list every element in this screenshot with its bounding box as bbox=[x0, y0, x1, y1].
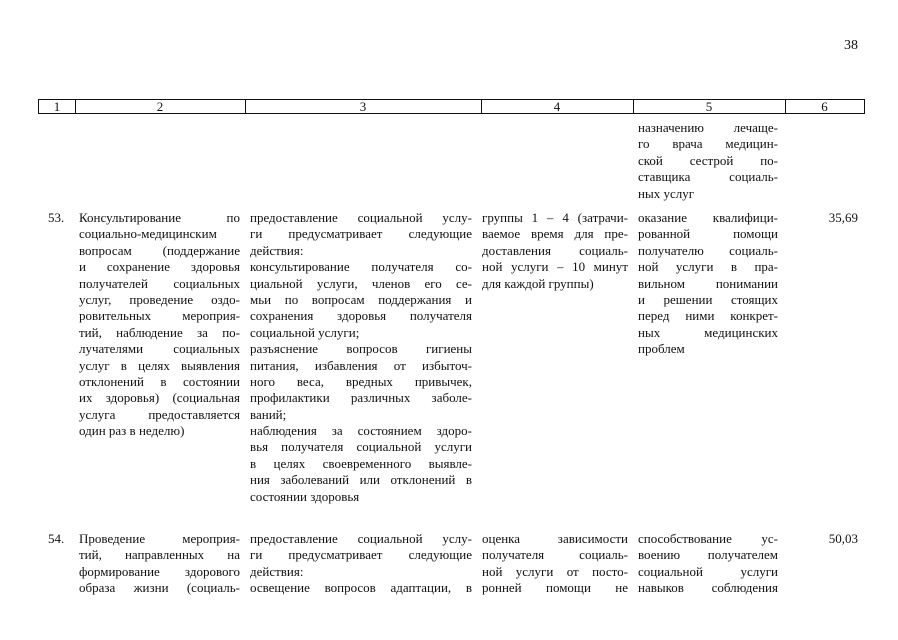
cell-line: навыков соблюдения bbox=[638, 580, 778, 596]
cell-line: услуг, проведение оздо- bbox=[79, 291, 240, 307]
price-value: 50,03 bbox=[828, 531, 858, 546]
cell-line: Проведение мероприя- bbox=[79, 531, 240, 546]
header-col-1: 1 bbox=[53, 99, 61, 114]
cell-line: воению получателем bbox=[638, 547, 778, 563]
cell-line: тий, направленных на bbox=[79, 547, 240, 563]
header-col-3: 3 bbox=[359, 99, 367, 114]
cell-line: мьи по вопросам поддержания и bbox=[250, 291, 472, 307]
cell-line: социальной услуги; bbox=[250, 324, 360, 340]
cell-line: ной услуги – 10 минут bbox=[482, 259, 628, 275]
cell-line: отклонений в состоянии bbox=[79, 373, 240, 389]
cell-line: ской сестрой по- bbox=[638, 152, 778, 168]
service-time-cell bbox=[482, 210, 628, 292]
cell-line: один раз в неделю) bbox=[79, 423, 185, 439]
cell-line: ваемое время для пре- bbox=[482, 226, 628, 242]
price-value: 35,69 bbox=[828, 210, 858, 225]
cell-line: предоставление социальной услу- bbox=[250, 210, 472, 225]
cell-line: группы 1 – 4 (затрачи- bbox=[482, 210, 628, 225]
cell-line: ных медицинских bbox=[638, 324, 778, 340]
service-description-cell bbox=[250, 210, 472, 505]
service-name-cell bbox=[79, 210, 240, 439]
cell-line: ровительных мероприя- bbox=[79, 308, 240, 324]
cell-line: получателя социаль- bbox=[482, 547, 628, 563]
cell-line: предоставление социальной услу- bbox=[250, 531, 472, 546]
cell-line: ного веса, вредных привычек, bbox=[250, 373, 472, 389]
cell-line: в целях своевременного выявле- bbox=[250, 455, 472, 471]
cell-line: действия: bbox=[250, 563, 304, 579]
cell-line: сохранения здоровья получателя bbox=[250, 308, 472, 324]
cell-line: получателей социальных bbox=[79, 275, 240, 291]
cell-line: ной услуги в пра- bbox=[638, 259, 778, 275]
cell-line: социально-медицинским bbox=[79, 226, 217, 242]
cell-line: разъяснение вопросов гигиены bbox=[250, 341, 472, 357]
cell-line: ния заболеваний или отклонений в bbox=[250, 472, 472, 488]
cell-line: ронней помощи не bbox=[482, 580, 628, 596]
table-header-row bbox=[38, 99, 865, 114]
cell-line: их здоровья) (социальная bbox=[79, 390, 240, 406]
cell-line: вья получателя социальной услуги bbox=[250, 439, 472, 455]
row-number: 54. bbox=[48, 531, 65, 546]
cell-line: получателю социаль- bbox=[638, 242, 778, 258]
cell-line: формирование здорового bbox=[79, 563, 240, 579]
cell-line: и решении стоящих bbox=[638, 291, 778, 307]
cell-line: наблюдения за состоянием здоро- bbox=[250, 423, 472, 439]
service-name-cell bbox=[79, 531, 240, 597]
cell-line: ги предусматривает следующие bbox=[250, 226, 472, 242]
header-col-6: 6 bbox=[821, 99, 828, 114]
cell-line: ставщика социаль- bbox=[638, 169, 778, 185]
cell-line: оценка зависимости bbox=[482, 531, 628, 546]
service-result-cell bbox=[638, 210, 778, 358]
cell-line: доставления социаль- bbox=[482, 242, 628, 258]
cell-line: ваний; bbox=[250, 406, 287, 422]
cell-line: перед ними конкрет- bbox=[638, 308, 778, 324]
cell-line: действия: bbox=[250, 242, 304, 258]
cell-line: профилактики различных заболе- bbox=[250, 390, 472, 406]
header-col-5: 5 bbox=[705, 99, 713, 114]
service-result-cell bbox=[638, 531, 778, 597]
cell-line: услуга предоставляется bbox=[79, 406, 240, 422]
cell-line: тий, наблюдение за по- bbox=[79, 324, 240, 340]
header-col-2: 2 bbox=[156, 99, 164, 114]
header-col-4: 4 bbox=[553, 99, 561, 114]
cell-line: питания, избавления от избыточ- bbox=[250, 357, 472, 373]
page-number: 38 bbox=[844, 38, 858, 53]
cell-line: ной услуги от посто- bbox=[482, 563, 628, 579]
cell-line: услуг в целях выявления bbox=[79, 357, 240, 373]
service-description-cell bbox=[250, 531, 472, 597]
cell-line: вопросам (поддержание bbox=[79, 242, 240, 258]
cell-line: и сохранение здоровья bbox=[79, 259, 240, 275]
cell-line: назначению лечаще- bbox=[638, 120, 778, 135]
cell-line: Консультирование по bbox=[79, 210, 240, 225]
carryover-col5 bbox=[638, 120, 778, 202]
cell-line: социальной услуги bbox=[638, 563, 778, 579]
cell-line: консультирование получателя со- bbox=[250, 259, 472, 275]
cell-line: способствование ус- bbox=[638, 531, 778, 546]
cell-line: состоянии здоровья bbox=[250, 488, 360, 504]
cell-line: для каждой группы) bbox=[482, 275, 594, 291]
cell-line: вильном понимании bbox=[638, 275, 778, 291]
cell-line: ги предусматривает следующие bbox=[250, 547, 472, 563]
cell-line: оказание квалифици- bbox=[638, 210, 778, 225]
cell-line: освещение вопросов адаптации, в bbox=[250, 580, 472, 596]
cell-line: го врача медицин- bbox=[638, 136, 778, 152]
row-number: 53. bbox=[48, 210, 65, 225]
cell-line: лучателями социальных bbox=[79, 341, 240, 357]
cell-line: циальной услуги, членов его се- bbox=[250, 275, 472, 291]
cell-line: образа жизни (социаль- bbox=[79, 580, 240, 596]
cell-line: ных услуг bbox=[638, 185, 695, 201]
cell-line: рованной помощи bbox=[638, 226, 778, 242]
service-time-cell bbox=[482, 531, 628, 597]
cell-line: проблем bbox=[638, 341, 685, 357]
